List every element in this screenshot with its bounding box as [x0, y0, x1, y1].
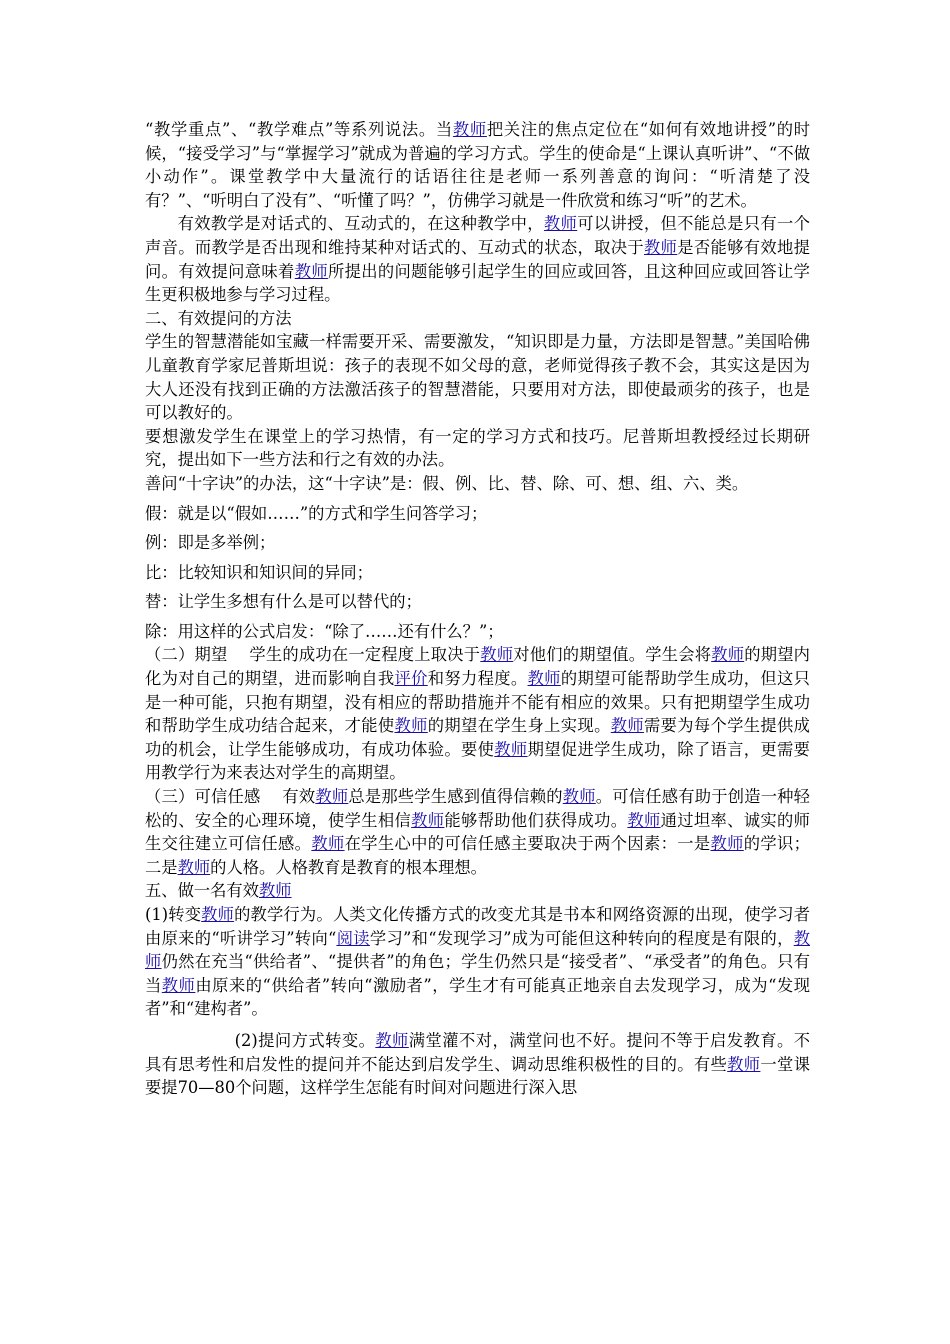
- paragraph-text: 。可信任感有助于创造一种轻松的、安全的心理环境，使学生相信: [145, 787, 810, 830]
- keyword-link[interactable]: 教师: [727, 1054, 761, 1074]
- paragraph-text: 所提出的问题能够引起学生的回应或回答，且这种回应或回答让学生更积极地参与学习过程。: [145, 261, 810, 305]
- paragraph-text: 的学识；二是: [145, 834, 810, 877]
- paragraph-text: 学习”和“发现学习”成为可能但这种转向的程度是有限的，: [369, 928, 794, 948]
- paragraph-text: 可以讲授，但不能总是只有一个声音。而教学是否出现和维持某种对话式的、互动式的状态，取决于: [145, 214, 810, 257]
- paragraph-text: 满堂灌不对，满堂问也不好。提问不等于启发教育。不具有思考性和启发性的提问并不能达到启发学生、调动思维积极性的目的。有些: [145, 1030, 810, 1074]
- paragraph-text: 替：让学生多想有什么是可以替代的；: [145, 592, 422, 612]
- keyword-link[interactable]: 教师: [562, 787, 596, 807]
- paragraph-text: 假：就是以“假如……”的方式和学生问答学习；: [145, 503, 488, 523]
- keyword-link[interactable]: 教师: [711, 645, 745, 665]
- paragraph: [145, 1029, 810, 1100]
- paragraph-text: 能够帮助他们获得成功。: [444, 810, 628, 830]
- keyword-link[interactable]: 教师: [394, 716, 428, 736]
- keyword-link[interactable]: 教师: [610, 716, 644, 736]
- paragraph-text: （三）可信任感 有效: [145, 787, 316, 807]
- keyword-link[interactable]: 教师: [258, 881, 292, 901]
- paragraph-text: 例：即是多举例；: [145, 533, 276, 553]
- paragraph-text: 通过坦率、诚实的师生交往建立可信任感。: [145, 810, 810, 854]
- keyword-link[interactable]: 教师: [294, 261, 328, 281]
- paragraph: [145, 561, 810, 585]
- paragraph: [145, 785, 810, 879]
- paragraph-text: (1)转变: [145, 905, 202, 924]
- document-body: [145, 118, 810, 1100]
- keyword-link[interactable]: 教师: [480, 645, 514, 665]
- paragraph-text: (2)提问方式转变。: [234, 1030, 376, 1050]
- paragraph: [145, 903, 810, 1021]
- paragraph: [145, 425, 810, 472]
- paragraph-text: 的期望可能帮助学生成功，但这只是一种可能，只抱有期望，没有相应的帮助措施并不能有相应的效果。只有把期望学生成功和帮助学生成功结合起来，才能使: [145, 669, 810, 736]
- keyword-link[interactable]: 教师: [375, 1030, 409, 1050]
- keyword-link[interactable]: 阅读: [336, 928, 370, 948]
- keyword-link[interactable]: 教师: [177, 857, 211, 877]
- keyword-link[interactable]: 教师: [494, 739, 528, 759]
- paragraph: [145, 879, 810, 903]
- paragraph-text: 和努力程度。: [427, 669, 528, 689]
- keyword-link[interactable]: 教师: [710, 834, 744, 854]
- paragraph: [145, 307, 810, 331]
- paragraph-text: 有效教学是对话式的、互动式的，在这种教学中，: [177, 214, 544, 234]
- paragraph: [145, 643, 810, 785]
- paragraph-text: 善问“十字诀”的办法，这“十字诀”是：假、例、比、替、除、可、想、组、六、类。: [145, 473, 749, 493]
- paragraph: [145, 620, 810, 644]
- paragraph-text: 的教学行为。人类文化传播方式的改变尤其是书本和网络资源的出现，使学习者由原来的“听讲学习”转向“: [145, 905, 810, 948]
- keyword-link[interactable]: 教师: [201, 905, 235, 924]
- paragraph-text: 期望促进学生成功，除了语言，更需要用教学行为来表达对学生的高期望。: [145, 739, 810, 783]
- paragraph: [145, 502, 810, 526]
- paragraph: [145, 590, 810, 614]
- paragraph: [145, 212, 810, 306]
- paragraph-text: 比：比较知识和知识间的异同；: [145, 562, 373, 582]
- paragraph-text: 五、做一名有效: [145, 881, 259, 901]
- keyword-link[interactable]: 教师: [452, 120, 487, 139]
- keyword-link[interactable]: 教师: [315, 787, 349, 807]
- keyword-link[interactable]: 教师: [543, 214, 578, 234]
- paragraph-text: 的人格。人格教育是教育的根本理想。: [210, 857, 487, 877]
- paragraph: [145, 472, 810, 496]
- paragraph-text: 的期望在学生身上实现。: [427, 716, 611, 736]
- keyword-link[interactable]: 教师: [161, 975, 196, 995]
- keyword-link[interactable]: 教师: [643, 237, 678, 257]
- paragraph-text: 在学生心中的可信任感主要取决于两个因素：一是: [344, 834, 711, 854]
- keyword-link[interactable]: 教师: [145, 928, 810, 972]
- paragraph-text: 一堂课要提70—80个问题，这样学生怎能有时间对问题进行深入思: [145, 1054, 810, 1098]
- paragraph-text: 学生的智慧潜能如宝藏一样需要开采、需要激发，“知识即是力量，方法即是智慧。”美国哈佛儿童教育学家尼普斯坦说：孩子的表现不如父母的意，老师觉得孩子教不会，其实这是因为大人还没有找到正确的方法激活孩子的智慧潜能，只要用对方法，即使最顽劣的孩子，也是可以教好的。: [145, 332, 810, 423]
- paragraph-text: （二）期望 学生的成功在一定程度上取决于: [145, 645, 481, 665]
- paragraph-text: 的期望内化为对自己的期望，进而影响自我: [145, 645, 810, 689]
- paragraph: [145, 531, 810, 555]
- keyword-link[interactable]: 教师: [311, 834, 345, 854]
- keyword-link[interactable]: 评价: [394, 669, 428, 689]
- paragraph-text: 需要为每个学生提供成功的机会，让学生能够成功，有成功体验。要使: [145, 716, 810, 759]
- paragraph-text: 把关注的焦点定位在“如何有效地讲授”的时候，“接受学习”与“掌握学习”就成为普遍的学习方式。学生的使命是“上课认真听讲”、“不做小动作”。课堂教学中大量流行的话语往往是老师一系列善意的询问：“听清楚了没有？”、“听明白了没有”、“听懂了吗？”，仿佛学习就是一件欣赏和练习“听”的艺术。: [145, 120, 810, 210]
- keyword-link[interactable]: 教师: [527, 669, 561, 689]
- paragraph-text: 是否能够有效地提问。有效提问意味着: [145, 237, 810, 281]
- paragraph-text: “教学重点”、“教学难点”等系列说法。当: [145, 120, 453, 139]
- paragraph-text: 总是那些学生感到值得信赖的: [348, 787, 563, 807]
- paragraph-text: 除：用这样的公式启发：“除了……还有什么？”；: [145, 621, 504, 641]
- paragraph: [145, 330, 810, 424]
- keyword-link[interactable]: 教师: [411, 810, 445, 830]
- keyword-link[interactable]: 教师: [627, 810, 661, 830]
- paragraph-text: 要想激发学生在课堂上的学习热情，有一定的学习方式和技巧。尼普斯坦教授经过长期研究，提出如下一些方法和行之有效的办法。: [145, 426, 810, 470]
- paragraph-text: 二、有效提问的方法: [145, 308, 292, 328]
- paragraph-text: 仍然在充当“供给者”、“提供者”的角色；学生仍然只是“接受者”、“承受者”的角色。只有当: [145, 952, 810, 995]
- paragraph-text: 由原来的“供给者”转向“激励者”，学生才有可能真正地亲自去发现学习，成为“发现者”和“建构者”。: [145, 975, 810, 1019]
- paragraph: [145, 118, 810, 212]
- paragraph-text: 对他们的期望值。学生会将: [513, 645, 712, 665]
